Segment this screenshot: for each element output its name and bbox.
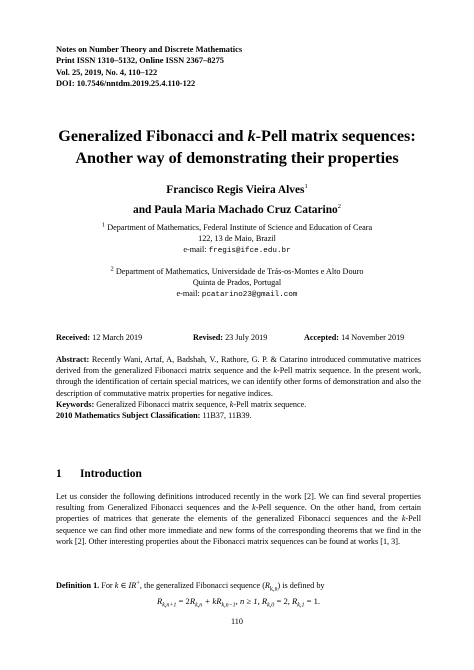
accepted-label: Accepted:	[304, 333, 340, 342]
accepted-value: 14 November 2019	[341, 333, 405, 342]
received-date	[56, 333, 142, 342]
affiliation-2-email-line	[40, 288, 434, 301]
affiliation-1-email[interactable]: fregis@ifce.edu.br	[208, 247, 291, 255]
intro-paragraph	[56, 491, 421, 547]
author-list	[40, 180, 434, 220]
received-value: 12 March 2019	[92, 333, 143, 342]
journal-volume: Vol. 25, 2019, No. 4, 110–122	[56, 67, 158, 77]
keywords-text: Generalized Fibonacci matrix sequence,	[96, 399, 230, 409]
author-2-name: and Paula Maria Machado Cruz Catarino	[133, 204, 338, 216]
affiliation-1-dept-text: Department of Mathematics, Federal Institute of Science and Education of Ceara	[107, 223, 373, 232]
definition-k-sup: +	[136, 579, 140, 587]
eq-equals: = 1.	[304, 596, 321, 606]
intro-text: -Pell sequence. On the other hand, from certain properties of matrices that generate the elements of the generalized Fibonacci sequences and the	[56, 503, 421, 524]
intro-k: k	[401, 514, 406, 524]
revised-label: Revised:	[193, 333, 224, 342]
journal-header	[56, 44, 242, 90]
keywords	[56, 399, 421, 410]
abstract-k: k	[273, 366, 277, 376]
eq-term: R	[292, 596, 298, 606]
affiliation-2-dept	[40, 266, 434, 277]
abstract-block	[56, 354, 421, 421]
section-title: Introduction	[80, 468, 142, 480]
affiliation-2-email[interactable]: pcatarino23@gmail.com	[201, 291, 298, 299]
affiliation-2-dept-text: Department of Mathematics, Universidade de Trás-os-Montes e Alto Douro	[115, 267, 364, 276]
affiliation-1-dept	[40, 222, 434, 233]
intro-text: Let us consider the following definitions introduced recently in the work [2]. We can find several properties resulting from Generalized Fibonacci sequences and the	[56, 492, 421, 513]
accepted-date	[304, 333, 404, 342]
title-line-2: Another way of demonstrating their properties	[75, 148, 399, 167]
eq-equals: = 2	[176, 596, 190, 606]
definition-text: For	[101, 581, 115, 590]
eq-term-sub: k,1	[297, 602, 305, 609]
recurrence-equation	[56, 596, 421, 609]
affiliation-1-mark: 1	[101, 221, 106, 229]
msc-classification	[56, 410, 421, 421]
definition-text: , the generalized Fibonacci sequence (	[139, 581, 265, 590]
msc-label: 2010 Mathematics Subject Classification:	[56, 411, 201, 421]
affiliation-2-mark: 2	[110, 265, 114, 273]
revised-value: 23 July 2019	[225, 333, 268, 342]
abstract-text-part: Recently Wani, Artaf, A, Badshah, V., Rathore, G. P. & Catarino introduced commutative matrices derived from the generalized Fibonacci matrix sequence and the	[56, 355, 421, 376]
eq-term: R	[216, 596, 222, 606]
received-label: Received:	[56, 333, 91, 342]
page-number: 110	[231, 617, 243, 626]
author-1-affil-mark: 1	[304, 183, 308, 191]
section-heading	[56, 468, 142, 480]
msc-value: 11B37, 11B39.	[202, 411, 252, 421]
abstract-text	[56, 354, 421, 399]
keywords-label: Keywords:	[56, 399, 95, 409]
eq-term-sub: k,n	[195, 602, 203, 609]
affiliation-1-address: 122, 13 de Maio, Brazil	[198, 234, 276, 243]
author-1	[40, 180, 434, 200]
affiliation-2	[40, 266, 434, 301]
email-label: e-mail:	[176, 289, 200, 298]
definition-r-sub: k,n	[269, 586, 278, 593]
author-1-name: Francisco Regis Vieira Alves	[166, 184, 305, 196]
author-2	[40, 200, 434, 220]
intro-k: k	[252, 503, 256, 513]
eq-term: R	[189, 596, 196, 606]
definition-text: ) is defined by	[277, 581, 325, 590]
eq-equals: = 2,	[274, 596, 293, 606]
definition-r: R	[264, 581, 270, 590]
journal-doi: DOI: 10.7546/nntdm.2019.25.4.110-122	[56, 79, 196, 89]
section-number: 1	[56, 468, 62, 480]
eq-lhs: R	[156, 596, 163, 606]
abstract-text-part: -Pell matrix sequence. In the present work, through the identification of certain special matrices, we can identify other forms of demonstration and also the description of commutative matrix properties for negative indices.	[56, 366, 422, 398]
eq-lhs-sub: k,n+1	[162, 602, 177, 609]
intro-text: -Pell sequence we can find other more immediate and new forms of the corresponding theorems that we find in the work [2]. Other interesting properties about the Fibonacci matrix sequences can be found at works [1, 3].	[56, 514, 421, 546]
affiliation-1	[40, 222, 434, 257]
eq-plus: + k	[202, 596, 217, 606]
title-line-1	[40, 126, 434, 148]
title-text: -Pell matrix sequences:	[255, 127, 416, 145]
email-label: e-mail:	[183, 245, 207, 254]
definition-1	[56, 580, 421, 596]
paper-title	[40, 126, 434, 169]
title-text: Generalized Fibonacci and	[58, 127, 248, 145]
eq-term-sub: k,n−1	[221, 602, 236, 609]
author-2-affil-mark: 2	[337, 203, 341, 211]
definition-k-set: k ∈ IR	[114, 581, 137, 590]
journal-name: Notes on Number Theory and Discrete Mathematics	[56, 45, 243, 54]
eq-term-sub: k,0	[267, 602, 275, 609]
keywords-k: k	[229, 399, 234, 409]
eq-condition: , n ≥ 1,	[235, 596, 262, 606]
affiliation-2-address: Quinta de Prados, Portugal	[192, 278, 282, 287]
abstract-label: Abstract:	[56, 355, 90, 364]
journal-issn: Print ISSN 1310–5132, Online ISSN 2367–8275	[56, 56, 224, 66]
eq-term: R	[261, 596, 268, 606]
keywords-text: -Pell matrix sequence.	[233, 399, 307, 409]
definition-label: Definition 1.	[56, 581, 100, 590]
revised-date	[193, 333, 267, 342]
title-k: k	[247, 127, 256, 145]
affiliation-1-email-line	[40, 244, 434, 257]
